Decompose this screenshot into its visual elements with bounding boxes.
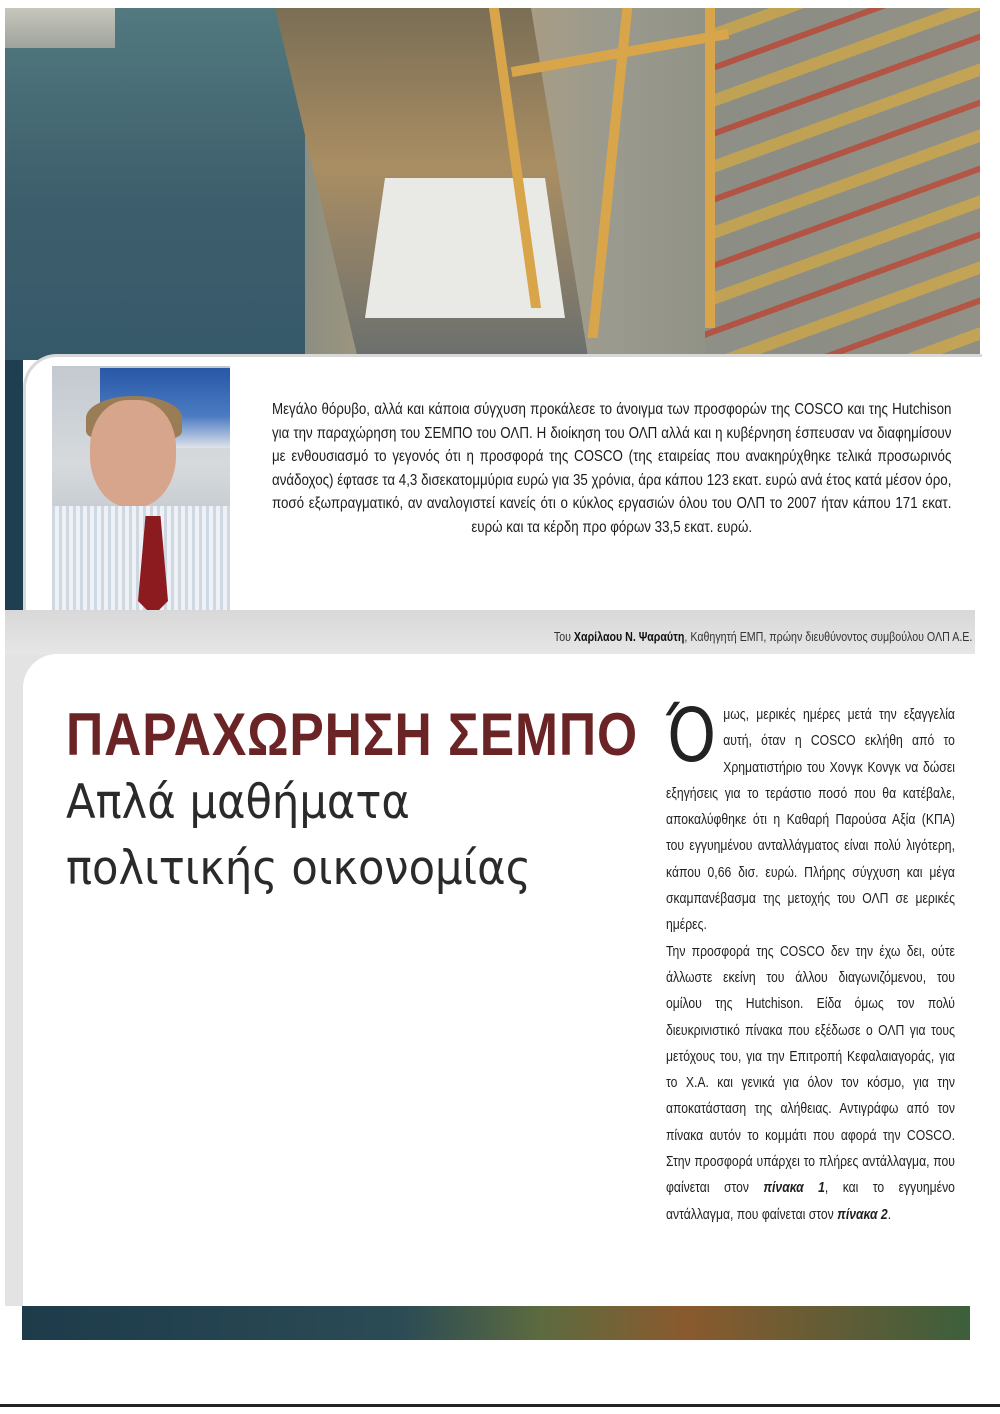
byline-prefix: Του [553,629,574,644]
face [90,400,176,508]
intro-text: Μεγάλο θόρυβο, αλλά και κάποια σύγχυση προκάλεσε το άνοιγμα των προσφορών της COSCO και της Hutchison για την παραχώρηση του ΣΕΜΠΟ του ΟΛΠ. Η διοίκηση του ΟΛΠ αλλά και η κυβέρνηση έσπευσαν να διαφημίσουν με ενθουσιασμό το γεγονός ότι η προσφορά της COSCO (της εταιρείας που ανακηρύχθηκε τελικά προσωρινός ανάδοχος) έφτασε τα 4,3 δισεκατομμύρια ευρώ για 35 χρόνια, άρα κάπου 123 εκατ. ευρώ ανά έτος κατά μέσον όρο, ποσό εξωπραγματικό, αν αναλογιστεί κανείς ότι ο κύκλος εργασιών όλου του ΟΛΠ το 2007 ήταν κάπου 171 εκατ. ευρώ και τα κέρδη προ φόρων 33,5 εκατ. ευρώ. [272,401,952,536]
paragraph-1 [666,693,955,939]
drop-cap: Ό [666,693,717,779]
table-2-ref: πίνακα 2 [837,1206,888,1223]
paragraph-2 [666,939,955,1228]
container-yard [705,8,980,360]
quay [5,8,115,48]
paragraph-1-text: μως, μερικές ημέρες μετά την εξαγγελία αυτή, όταν η COSCO εκλήθη από το Χρηματιστήριο του Χονγκ Κονγκ να δώσει εξηγήσεις για το τεράστιο ποσό που θα κατέβαλε, αποκαλύφθηκε ότι η Καθαρή Παρούσα Αξία (ΚΠΑ) του εγγυημένου ανταλλάγματος είναι πολύ λιγότερη, κάπου 0,66 δισ. ευρώ. Πλήρης σύγχυση και μέγα σκαμπανέβασμα της μετοχής του ΟΛΠ σε μερικές ημέρες. [666,707,955,934]
crane-leg [705,8,715,328]
sea [5,8,305,360]
subhead [66,770,531,902]
paragraph-2-middle: , και το εγγυημένο αντάλλαγμα, που φαίνεται στον [666,1180,955,1223]
paragraph-2-end: . [887,1206,892,1223]
port-photo [5,8,980,360]
byline-author: Χαρίλαου Ν. Ψαραύτη [573,629,685,644]
byline-role: , Καθηγητή ΕΜΠ, πρώην διευθύνοντος συμβούλου ΟΛΠ Α.Ε. [684,629,972,644]
paragraph-2-text: Την προσφορά της COSCO δεν την έχω δει, ούτε άλλωστε εκείνη του άλλου διαγωνιζόμενου, του ομίλου της Hutchison. Είδα όμως τον πολύ διευκρινιστικό πίνακα που εξέδωσε ο ΟΛΠ για τους μετόχους του, για την Επιτροπή Κεφαλαιαγοράς, για το Χ.Α. και γενικά για όλον τον κόσμο, για την αποκατάσταση της αλήθειας. Αντιγράφω από τον πίνακα αυτόν το κομμάτι που αφορά την COSCO. Στην προσφορά υπάρχει το πλήρες αντάλλαγμα, που φαίνεται στον [666,943,955,1197]
subhead-line-2: πολιτικής οικονομίας [66,841,532,896]
table-1-ref: πίνακα 1 [763,1180,825,1197]
headline: ΠΑΡΑΧΩΡΗΣΗ ΣΕΜΠΟ [66,701,638,768]
byline [554,629,972,644]
subhead-line-1: Απλά μαθήματα [66,775,410,830]
article-body [666,693,955,1228]
bottom-photo-strip [22,1306,970,1340]
author-photo [52,366,230,610]
side-bar [5,360,23,610]
page-bottom-rule [0,1404,1000,1407]
